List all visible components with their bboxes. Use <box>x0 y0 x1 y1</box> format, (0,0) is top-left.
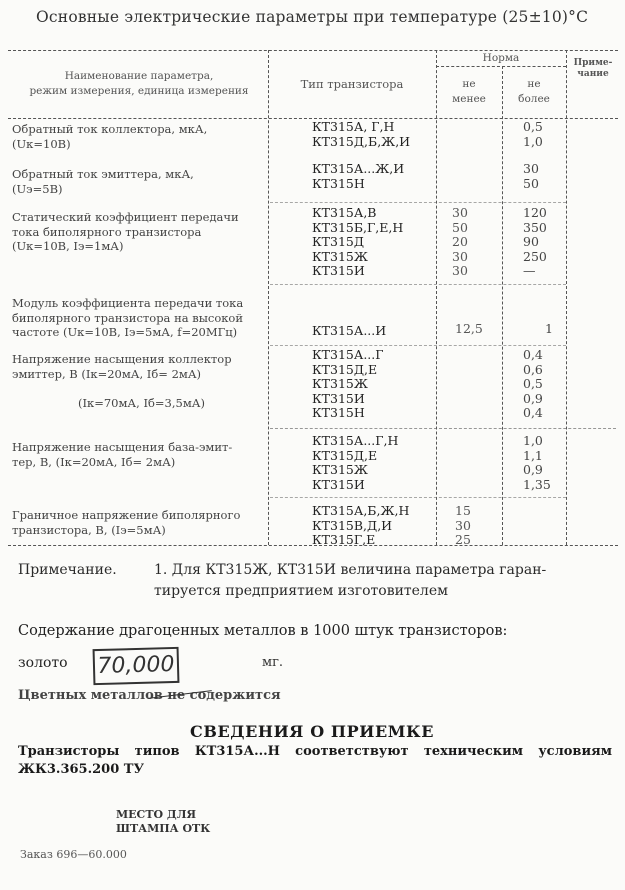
type-cell: КТ315И <box>312 390 365 406</box>
type-cell: КТ315Н <box>312 405 365 420</box>
note-label: Примечание. <box>18 562 117 578</box>
type-cell: КТ315И <box>312 263 365 278</box>
max-cell: 0,4 <box>523 405 543 420</box>
min-cell: 30 <box>455 517 471 533</box>
row-label-line: Обратный ток коллектора, мкА, <box>12 122 208 136</box>
header-type: Тип транзистора <box>300 77 404 91</box>
row-rule <box>270 428 616 429</box>
row-label-line <box>12 381 232 396</box>
row-label-line: Статический коэффициент передачи <box>12 210 239 224</box>
min-cell: 15 <box>455 503 471 518</box>
row-rule <box>270 202 566 203</box>
row-label <box>12 352 232 410</box>
table-top-rule <box>8 50 618 51</box>
row-min <box>455 504 471 548</box>
max-cell: 90 <box>523 234 539 249</box>
header-min-line: менее <box>452 92 486 105</box>
max-cell: 1,0 <box>523 433 543 448</box>
row-label <box>12 122 207 151</box>
type-cell: КТ315А...Г <box>312 347 384 362</box>
col-divider-3 <box>502 66 503 545</box>
acceptance-title: СВЕДЕНИЯ О ПРИЕМКЕ <box>190 722 435 741</box>
row-label-line: Напряжение насыщения коллектор <box>12 352 232 366</box>
header-notes-line: чание <box>577 69 609 79</box>
row-label-line: (Uэ=5В) <box>12 181 63 196</box>
row-max <box>545 322 553 337</box>
header-param-line: режим измерения, единица измерения <box>29 84 249 97</box>
note-line-1: 1. Для КТ315Ж, КТ315И величина параметра гаран- <box>154 562 547 578</box>
max-cell: 350 <box>523 219 547 235</box>
min-cell: 30 <box>452 263 468 278</box>
header-param <box>12 70 266 99</box>
type-cell: КТ315Ж <box>312 248 368 264</box>
row-types <box>312 162 404 191</box>
type-cell: КТ315Ж <box>312 376 368 391</box>
col-divider-4 <box>566 50 567 545</box>
header-min-line: не <box>462 78 476 90</box>
row-types <box>312 206 403 279</box>
acceptance-line-1: Транзисторы типов КТ315А...Н соответствуют техническим условиям <box>18 744 612 759</box>
row-label-line: эмиттер, В (Iк=20мА, Iб= 2мА) <box>12 366 202 381</box>
row-label-line: биполярного транзистора на высокой <box>12 310 244 325</box>
type-cell: КТ315Д,Е <box>312 361 378 377</box>
row-types <box>312 120 410 149</box>
row-max <box>523 434 551 492</box>
row-label-line: транзистора, В, (Iэ=5мА) <box>12 522 166 537</box>
max-cell: 0,6 <box>523 361 543 377</box>
row-types <box>312 504 409 548</box>
type-cell: КТ315А...Ж,И <box>312 161 405 176</box>
type-cell: КТ315А...И <box>312 323 387 338</box>
type-cell: КТ315Г,Е <box>312 532 376 547</box>
type-cell: КТ315Б,Г,Е,Н <box>312 219 404 235</box>
row-rule <box>270 345 566 346</box>
header-notes <box>568 58 618 80</box>
max-cell: 1,35 <box>523 476 551 492</box>
max-cell: 0,9 <box>523 390 543 406</box>
max-cell: 30 <box>523 161 539 176</box>
gold-value-stamp: 70,000 <box>93 647 180 685</box>
stamp-place-line: МЕСТО ДЛЯ <box>116 808 197 821</box>
row-label-line: Напряжение насыщения база-эмит- <box>12 440 233 454</box>
row-label-line: Обратный ток эмиттера, мкА, <box>12 167 194 181</box>
max-cell: 1 <box>545 321 553 336</box>
row-label <box>12 508 240 537</box>
min-cell: 30 <box>452 248 468 264</box>
row-types <box>312 348 384 421</box>
col-divider-2 <box>436 50 437 545</box>
stamp-place-line: ШТАМПА ОТК <box>116 822 211 835</box>
row-rule <box>270 497 566 498</box>
footnote <box>18 560 546 602</box>
acceptance-text <box>18 743 618 779</box>
row-max <box>523 206 547 279</box>
header-notes-line: Приме- <box>573 58 613 68</box>
header-param-line: Наименование параметра, <box>64 70 214 82</box>
type-cell: КТ315А,Б,Ж,Н <box>312 503 410 518</box>
min-cell: 12,5 <box>455 321 483 336</box>
row-label-line: тока биполярного транзистора <box>12 224 202 239</box>
row-label-line: (Iк=70мА, Iб=3,5мА) <box>78 395 205 410</box>
max-cell: 0,4 <box>523 347 543 362</box>
row-label <box>12 296 243 340</box>
header-norm: Норма <box>482 52 520 64</box>
otk-stamp-place <box>116 808 210 836</box>
row-max <box>523 120 543 149</box>
type-cell: КТ315В,Д,И <box>312 517 393 533</box>
max-cell: 0,5 <box>523 376 543 391</box>
row-label <box>12 167 194 196</box>
type-cell: КТ315Н <box>312 175 365 191</box>
type-cell: КТ315И <box>312 476 365 492</box>
type-cell: КТ315А, Г,Н <box>312 119 395 134</box>
row-label-line: (Uк=10В) <box>12 136 71 151</box>
gold-label: золото <box>18 655 68 671</box>
row-label-line: Модуль коэффициента передачи тока <box>12 296 244 310</box>
header-max <box>504 78 564 107</box>
col-divider-1 <box>268 50 269 545</box>
norm-subrule <box>436 66 566 67</box>
row-rule <box>270 284 566 285</box>
acceptance-line-2: ЖК3.365.200 ТУ <box>18 762 145 777</box>
min-cell: 30 <box>452 205 468 220</box>
type-cell: КТ315А,В <box>312 205 377 220</box>
row-label <box>12 440 232 469</box>
type-cell: КТ315А...Г,Н <box>312 433 399 448</box>
note-line-2: тируется предприятием изготовителем <box>154 583 448 599</box>
max-cell: 0,9 <box>523 462 543 477</box>
max-cell: 50 <box>523 175 539 191</box>
row-types <box>312 324 386 339</box>
max-cell: 1,0 <box>523 133 543 149</box>
type-cell: КТ315Д,Е <box>312 447 378 463</box>
row-types <box>312 434 398 492</box>
row-label-line: (Uк=10В, Iэ=1мА) <box>12 239 124 253</box>
header-min <box>438 78 500 107</box>
row-max <box>523 162 539 191</box>
row-label-line: частоте (Uк=10В, Iэ=5мА, f=20МГц) <box>12 325 238 339</box>
min-cell: 50 <box>452 219 468 235</box>
nonferrous-text: Цветных металлов не содержится <box>18 688 281 703</box>
type-cell: КТ315Д,Б,Ж,И <box>312 133 411 149</box>
max-cell: 120 <box>523 205 547 220</box>
type-cell: КТ315Ж <box>312 462 368 477</box>
row-min <box>452 206 468 279</box>
min-cell: 25 <box>455 532 471 547</box>
max-cell: — <box>523 263 536 278</box>
min-cell: 20 <box>452 234 468 249</box>
page-title: Основные электрические параметры при температуре (25±10)°С <box>36 8 589 26</box>
row-min <box>455 322 483 337</box>
row-label-line: Граничное напряжение биполярного <box>12 508 241 522</box>
max-cell: 1,1 <box>523 447 543 463</box>
row-max <box>523 348 543 421</box>
header-max-line: не <box>527 78 541 90</box>
metals-heading: Содержание драгоценных металлов в 1000 штук транзисторов: <box>18 623 508 639</box>
header-max-line: более <box>518 92 550 105</box>
max-cell: 250 <box>523 248 547 264</box>
row-label <box>12 210 239 254</box>
row-label-line: тер, В, (Iк=20мА, Iб= 2мА) <box>12 454 176 469</box>
max-cell: 0,5 <box>523 119 543 134</box>
type-cell: КТ315Д <box>312 234 365 249</box>
order-number: Заказ 696—60.000 <box>20 848 127 861</box>
gold-unit: мг. <box>262 655 284 670</box>
